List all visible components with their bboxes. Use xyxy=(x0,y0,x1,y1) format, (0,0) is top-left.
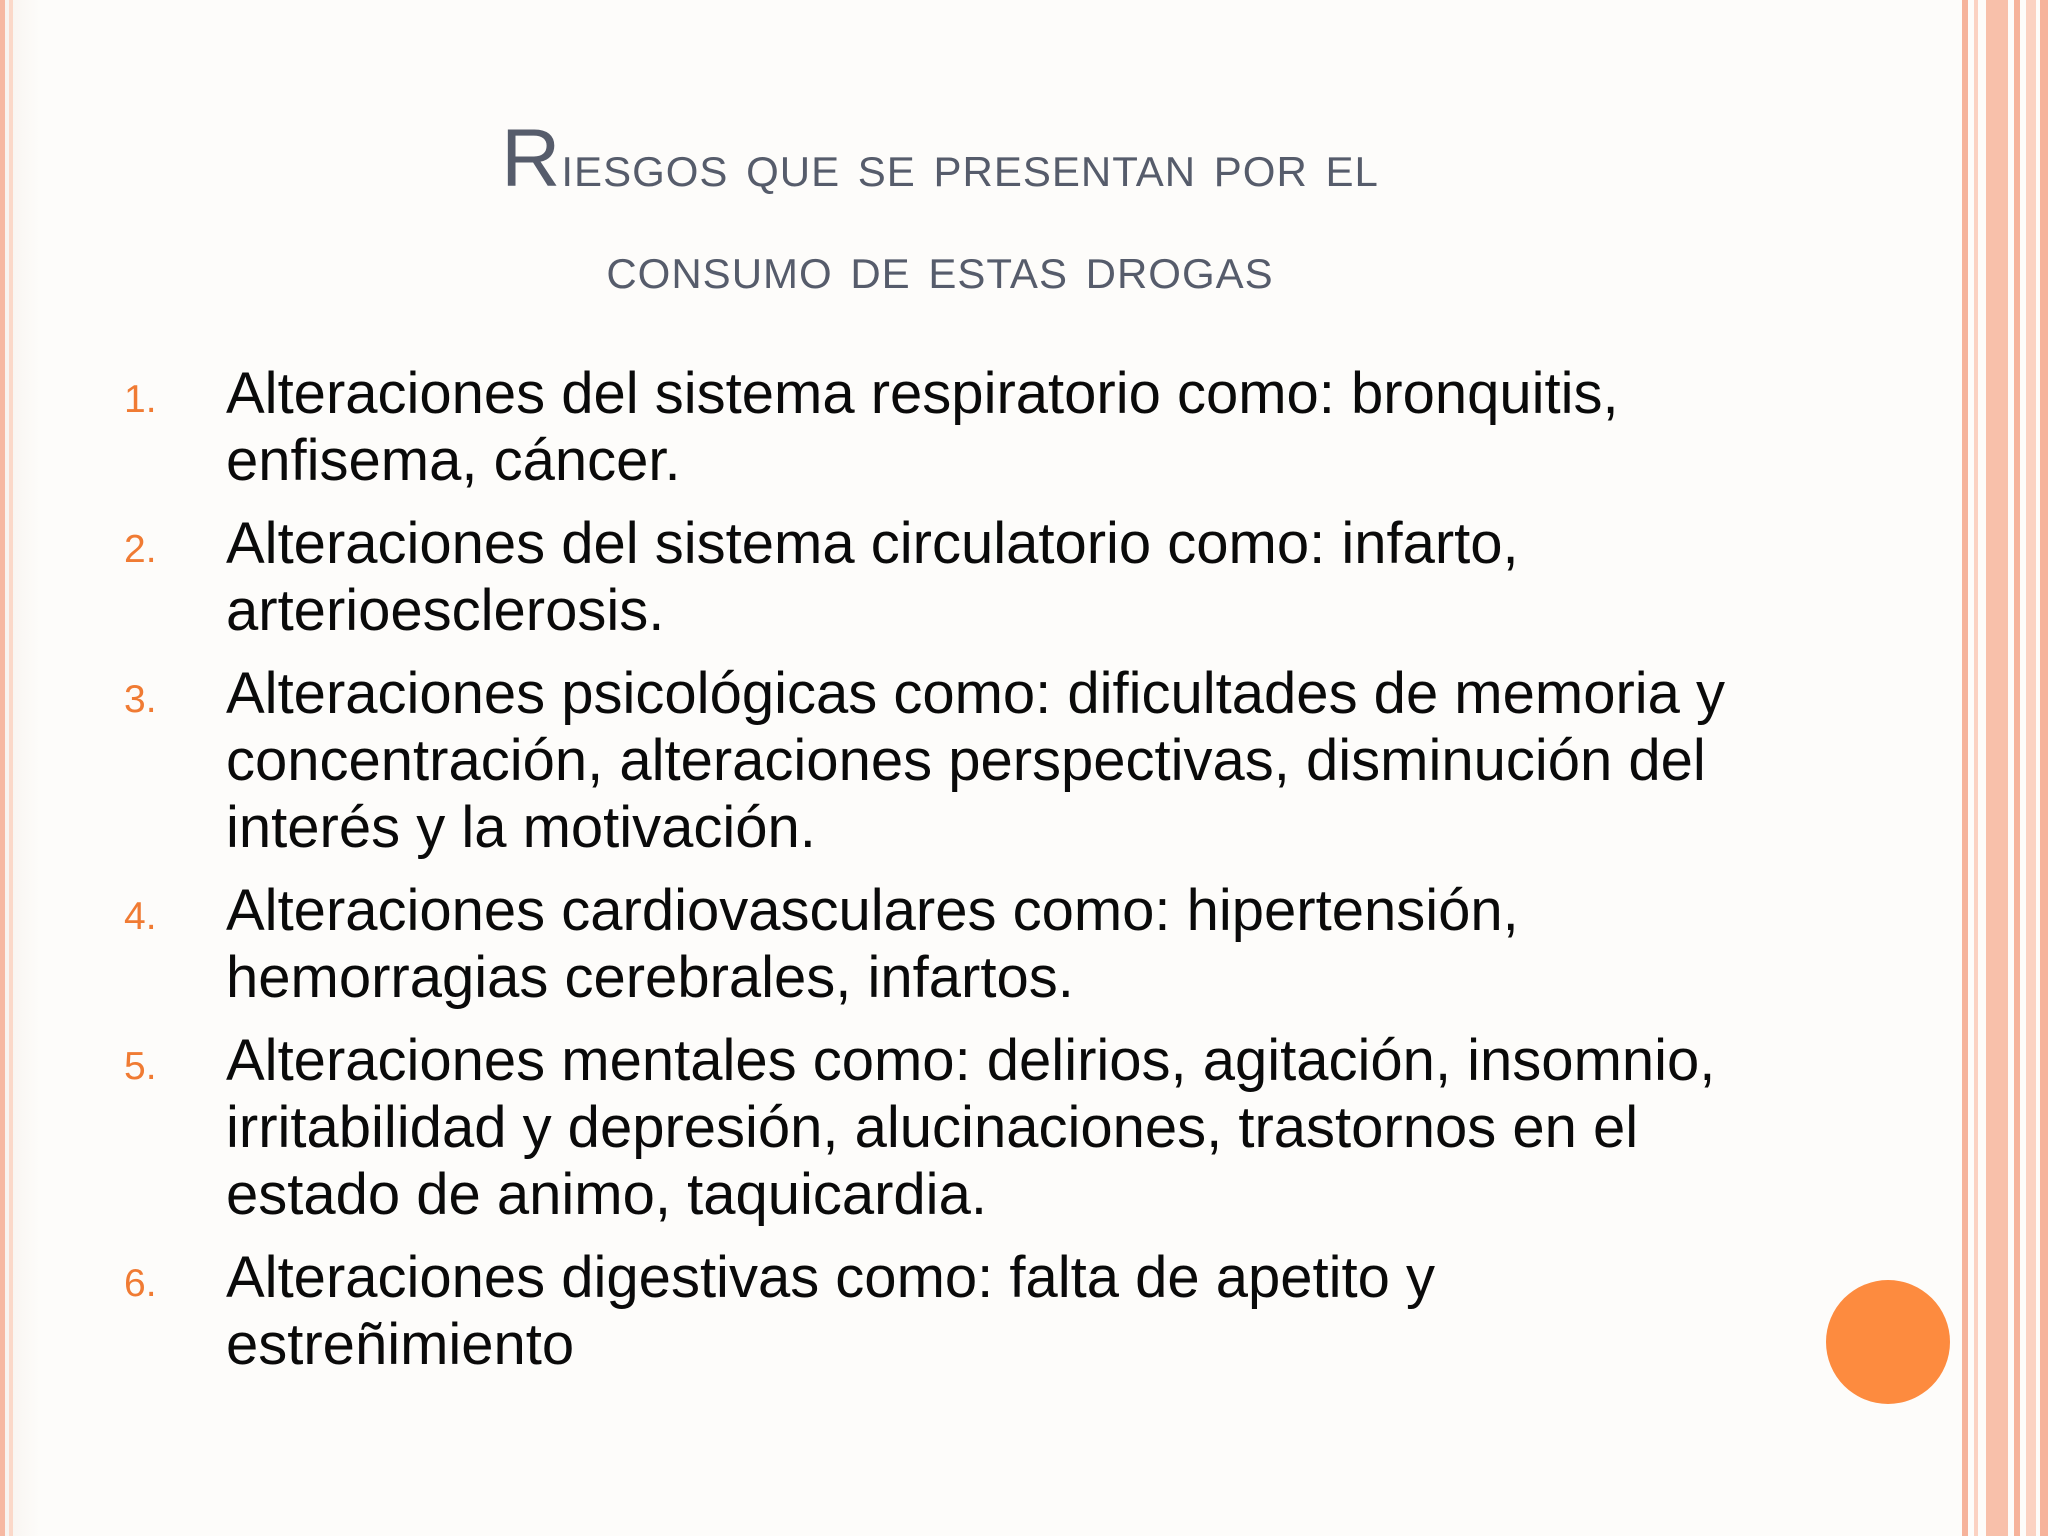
list-item-text: Alteraciones digestivas como: falta de apetito y estreñimiento xyxy=(226,1245,1435,1377)
slide-title-line-2: consumo de estas drogas xyxy=(606,234,1274,301)
list-item-number: 2. xyxy=(124,528,157,571)
title-first-letter: R xyxy=(501,113,562,204)
right-border-line-light xyxy=(1974,0,1978,1536)
list-item-number: 1. xyxy=(124,378,157,421)
list-item xyxy=(0,877,1900,1011)
slide-title-line-1 xyxy=(200,108,1680,217)
list-item xyxy=(0,510,1900,644)
list-item-text: Alteraciones cardiovasculares como: hipertensión, hemorragias cerebrales, infartos. xyxy=(226,878,1519,1010)
list-item xyxy=(0,360,1900,494)
orange-circle-decoration xyxy=(1826,1280,1950,1404)
list-item-text: Alteraciones mentales como: delirios, agitación, insomnio, irritabilidad y depresión, alucinaciones, trastornos en el estado de animo, taquicardia. xyxy=(226,1028,1716,1227)
list-item-text: Alteraciones del sistema circulatorio como: infarto, arterioesclerosis. xyxy=(226,511,1519,643)
slide-title xyxy=(200,108,1680,319)
list-item-text: Alteraciones psicológicas como: dificultades de memoria y concentración, alteraciones perspectivas, disminución del interés y la motivación. xyxy=(226,661,1726,860)
list-item-number: 3. xyxy=(124,678,157,721)
right-border-block xyxy=(1986,0,2008,1536)
risk-list xyxy=(0,360,1900,1394)
right-border-line xyxy=(2040,0,2048,1536)
title-line-1-rest: iesgos que se presentan por el xyxy=(561,132,1379,199)
right-border-line xyxy=(1962,0,1968,1536)
list-item xyxy=(0,660,1900,861)
list-item-number: 5. xyxy=(124,1045,157,1088)
right-border-line-light xyxy=(2026,0,2036,1536)
list-item xyxy=(0,1027,1900,1228)
list-item-number: 6. xyxy=(124,1262,157,1305)
list-item xyxy=(0,1244,1900,1378)
list-item-number: 4. xyxy=(124,895,157,938)
right-border-line xyxy=(2014,0,2020,1536)
list-item-text: Alteraciones del sistema respiratorio como: bronquitis, enfisema, cáncer. xyxy=(226,361,1619,493)
